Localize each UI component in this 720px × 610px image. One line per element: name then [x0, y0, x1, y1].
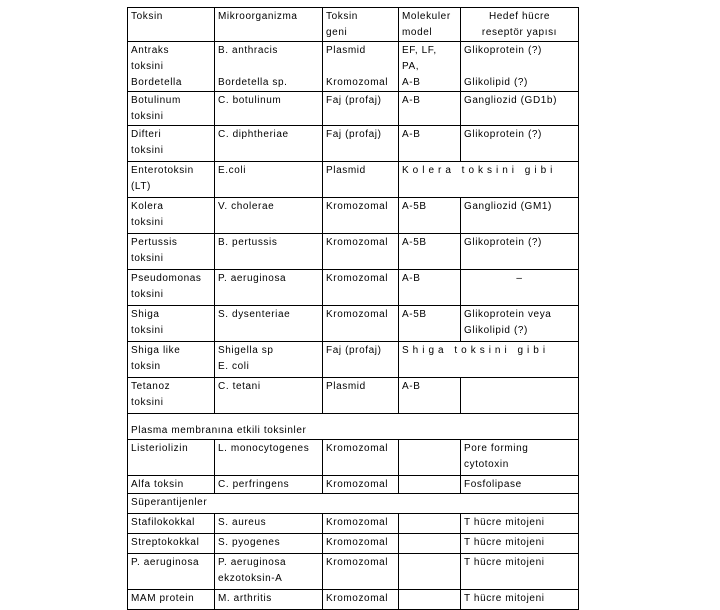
- table-cell: P. aeruginosa: [215, 270, 323, 306]
- table-row: [128, 590, 579, 610]
- table-cell: Antraks toksini Bordetella: [128, 42, 215, 92]
- table-cell: Kromozomal: [323, 514, 399, 534]
- table-row: [128, 162, 579, 198]
- table-cell: [399, 534, 461, 554]
- table-cell: Gangliozid (GM1): [461, 198, 579, 234]
- table-cell: A-5B: [399, 234, 461, 270]
- table-cell: Kromozomal: [323, 440, 399, 476]
- table-row: [128, 234, 579, 270]
- table-cell: [399, 476, 461, 494]
- table-row: [128, 342, 579, 378]
- table-cell: EF, LF, PA, A-B: [399, 42, 461, 92]
- table-row: [128, 42, 579, 92]
- table-cell: P. aeruginosa ekzotoksin-A: [215, 554, 323, 590]
- table-cell: T hücre mitojeni: [461, 514, 579, 534]
- table-row: [128, 534, 579, 554]
- table-cell: L. monocytogenes: [215, 440, 323, 476]
- table-cell: Listeriolizin: [128, 440, 215, 476]
- table-cell: Enterotoksin (LT): [128, 162, 215, 198]
- table-cell: Faj (profaj): [323, 342, 399, 378]
- table-cell: S. dysenteriae: [215, 306, 323, 342]
- table-row: [128, 440, 579, 476]
- table-cell: Kolera toksini gibi: [399, 162, 579, 198]
- table-cell: E.coli: [215, 162, 323, 198]
- table-cell: Kromozomal: [323, 554, 399, 590]
- table-cell: V. cholerae: [215, 198, 323, 234]
- table-cell: Kromozomal: [323, 476, 399, 494]
- table-cell: Glikoprotein (?): [461, 234, 579, 270]
- header-cell: Toksin: [128, 8, 215, 42]
- table-cell: Alfa toksin: [128, 476, 215, 494]
- table-cell: Gangliozid (GD1b): [461, 92, 579, 126]
- table-cell: Shiga toksini: [128, 306, 215, 342]
- table-cell: Difteri toksini: [128, 126, 215, 162]
- table-cell: Kromozomal: [323, 234, 399, 270]
- table-cell: [399, 514, 461, 534]
- table-cell: Glikoprotein (?) Glikolipid (?): [461, 42, 579, 92]
- table-cell: M. arthritis: [215, 590, 323, 610]
- table-cell: C. tetani: [215, 378, 323, 414]
- table-cell: Kromozomal: [323, 270, 399, 306]
- section-title: Süperantijenler: [128, 494, 579, 514]
- table-cell: C. botulinum: [215, 92, 323, 126]
- table-cell: Fosfolipase: [461, 476, 579, 494]
- table-cell: Shiga toksini gibi: [399, 342, 579, 378]
- table-cell: P. aeruginosa: [128, 554, 215, 590]
- table-cell: Kromozomal: [323, 534, 399, 554]
- table-cell: A-B: [399, 270, 461, 306]
- table-cell: A-5B: [399, 198, 461, 234]
- table-cell: C. perfringens: [215, 476, 323, 494]
- table-cell: [461, 378, 579, 414]
- table-cell: Shiga like toksin: [128, 342, 215, 378]
- table-cell: Kromozomal: [323, 590, 399, 610]
- table-cell: Glikoprotein veya Glikolipid (?): [461, 306, 579, 342]
- table-cell: C. diphtheriae: [215, 126, 323, 162]
- header-cell: Mikroorganizma: [215, 8, 323, 42]
- table-cell: S. aureus: [215, 514, 323, 534]
- table-row: [128, 476, 579, 494]
- table-cell: MAM protein: [128, 590, 215, 610]
- table-cell: Streptokokkal: [128, 534, 215, 554]
- table-row: [128, 554, 579, 590]
- table-row: [128, 92, 579, 126]
- table-cell: Botulinum toksini: [128, 92, 215, 126]
- table-cell: Plasmid: [323, 162, 399, 198]
- table-row: [128, 198, 579, 234]
- header-cell: Molekuler model: [399, 8, 461, 42]
- table-cell: Plasmid: [323, 378, 399, 414]
- table-cell: –: [461, 270, 579, 306]
- table-cell: Pore forming cytotoxin: [461, 440, 579, 476]
- toxin-table: [127, 7, 579, 610]
- table-row: [128, 514, 579, 534]
- table-row: [128, 270, 579, 306]
- table-row: [128, 306, 579, 342]
- table-cell: Pseudomonas toksini: [128, 270, 215, 306]
- table-cell: A-B: [399, 378, 461, 414]
- document-page: [127, 7, 578, 610]
- table-cell: T hücre mitojeni: [461, 534, 579, 554]
- table-cell: A-5B: [399, 306, 461, 342]
- table-cell: Pertussis toksini: [128, 234, 215, 270]
- table-cell: [399, 554, 461, 590]
- header-cell: Toksin geni: [323, 8, 399, 42]
- table-cell: B. anthracis Bordetella sp.: [215, 42, 323, 92]
- table-cell: A-B: [399, 92, 461, 126]
- section-row: [128, 414, 579, 440]
- table-cell: [399, 440, 461, 476]
- table-cell: Shigella sp E. coli: [215, 342, 323, 378]
- section-row: [128, 494, 579, 514]
- header-cell: Hedef hücre reseptör yapısı: [461, 8, 579, 42]
- table-cell: B. pertussis: [215, 234, 323, 270]
- header-row: [128, 8, 579, 42]
- table-cell: Faj (profaj): [323, 92, 399, 126]
- section-title: Plasma membranına etkili toksinler: [128, 414, 579, 440]
- table-row: [128, 378, 579, 414]
- table-cell: Glikoprotein (?): [461, 126, 579, 162]
- table-cell: Faj (profaj): [323, 126, 399, 162]
- table-cell: S. pyogenes: [215, 534, 323, 554]
- table-cell: Stafilokokkal: [128, 514, 215, 534]
- table-cell: Kolera toksini: [128, 198, 215, 234]
- table-cell: Tetanoz toksini: [128, 378, 215, 414]
- table-cell: T hücre mitojeni: [461, 554, 579, 590]
- table-cell: T hücre mitojeni: [461, 590, 579, 610]
- table-cell: Kromozomal: [323, 198, 399, 234]
- table-cell: A-B: [399, 126, 461, 162]
- table-row: [128, 126, 579, 162]
- table-cell: Kromozomal: [323, 306, 399, 342]
- table-cell: [399, 590, 461, 610]
- table-cell: Plasmid Kromozomal: [323, 42, 399, 92]
